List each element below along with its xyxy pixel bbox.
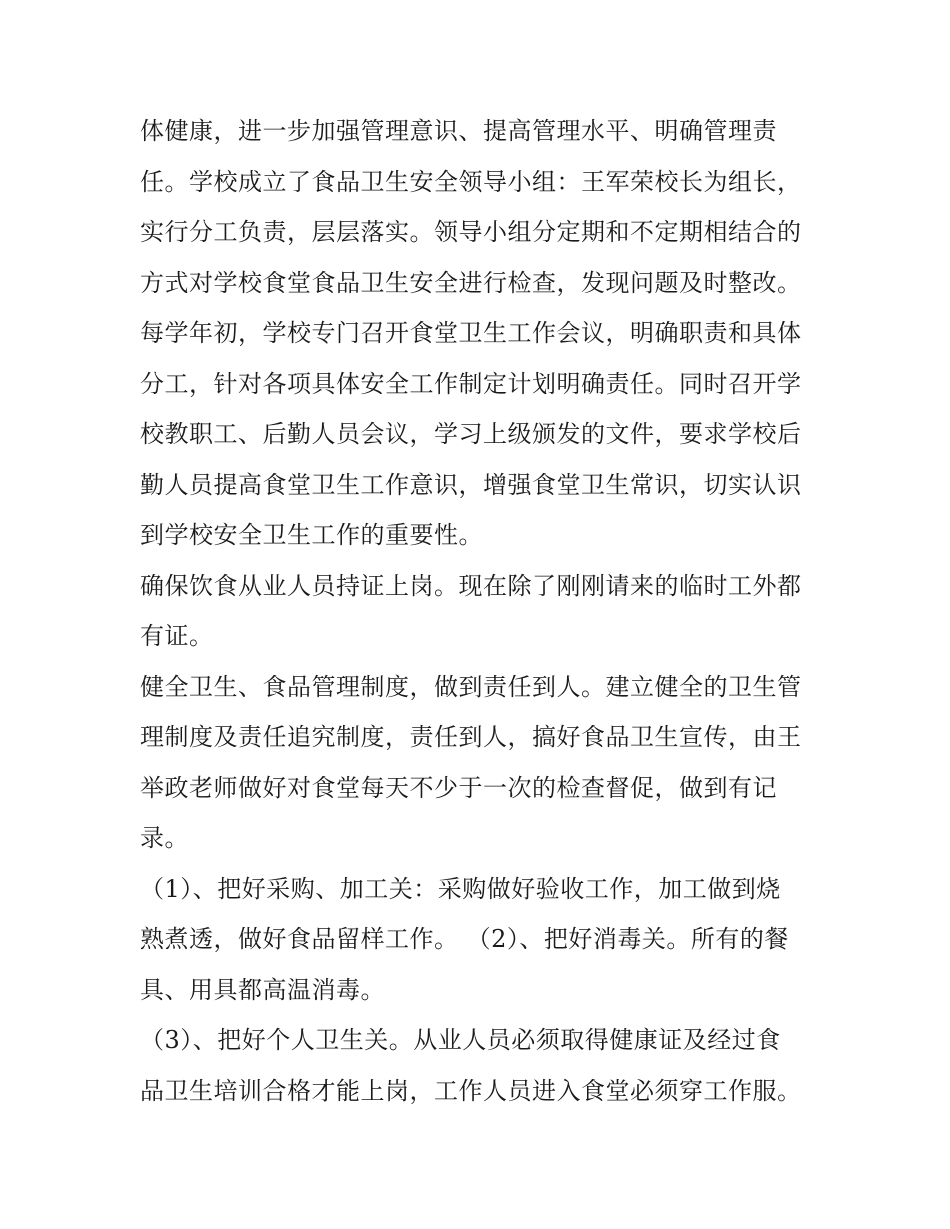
text-line: 实行分工负责，层层落实。领导小组分定期和不定期相结合的 — [140, 218, 802, 246]
text-line: 每学年初，学校专门召开食堂卫生工作会议，明确职责和具体 — [140, 319, 802, 347]
text-line: 校教职工、后勤人员会议，学习上级颁发的文件，要求学校后 — [140, 420, 802, 448]
text-line: 任。学校成立了食品卫生安全领导小组：王军荣校长为组长， — [140, 167, 802, 196]
text-line: 健全卫生、食品管理制度，做到责任到人。建立健全的卫生管 — [140, 672, 802, 701]
text-line: （1）、把好采购、加工关：采购做好验收工作，加工做到烧 — [140, 874, 781, 903]
body-text — [140, 106, 830, 1116]
text-line: 到学校安全卫生工作的重要性。 — [140, 521, 483, 549]
text-line: 有证。 — [140, 622, 214, 650]
text-line: 理制度及责任追究制度，责任到人，搞好食品卫生宣传，由王 — [140, 723, 802, 751]
text-line: 举政老师做好对食堂每天不少于一次的检查督促，做到有记 — [140, 773, 777, 802]
text-line: 录。 — [140, 824, 189, 852]
text-line: 品卫生培训合格才能上岗，工作人员进入食堂必须穿工作服。 — [140, 1076, 802, 1105]
text-line: 勤人员提高食堂卫生工作意识，增强食堂卫生常识，切实认识 — [140, 470, 802, 499]
text-line: 方式对学校食堂食品卫生安全进行检查，发现问题及时整改。 — [140, 268, 802, 297]
text-line: 熟煮透，做好食品留样工作。 （2）、把好消毒关。所有的餐 — [140, 925, 789, 953]
text-line: 分工，针对各项具体安全工作制定计划明确责任。同时召开学 — [140, 369, 802, 398]
text-line: 确保饮食从业人员持证上岗。现在除了刚刚请来的临时工外都 — [140, 571, 802, 600]
text-line: 体健康，进一步加强管理意识、提高管理水平、明确管理责 — [140, 117, 777, 145]
text-line: （3）、把好个人卫生关。从业人员必须取得健康证及经过食 — [140, 1026, 781, 1054]
text-line: 具、用具都高温消毒。 — [140, 975, 385, 1004]
